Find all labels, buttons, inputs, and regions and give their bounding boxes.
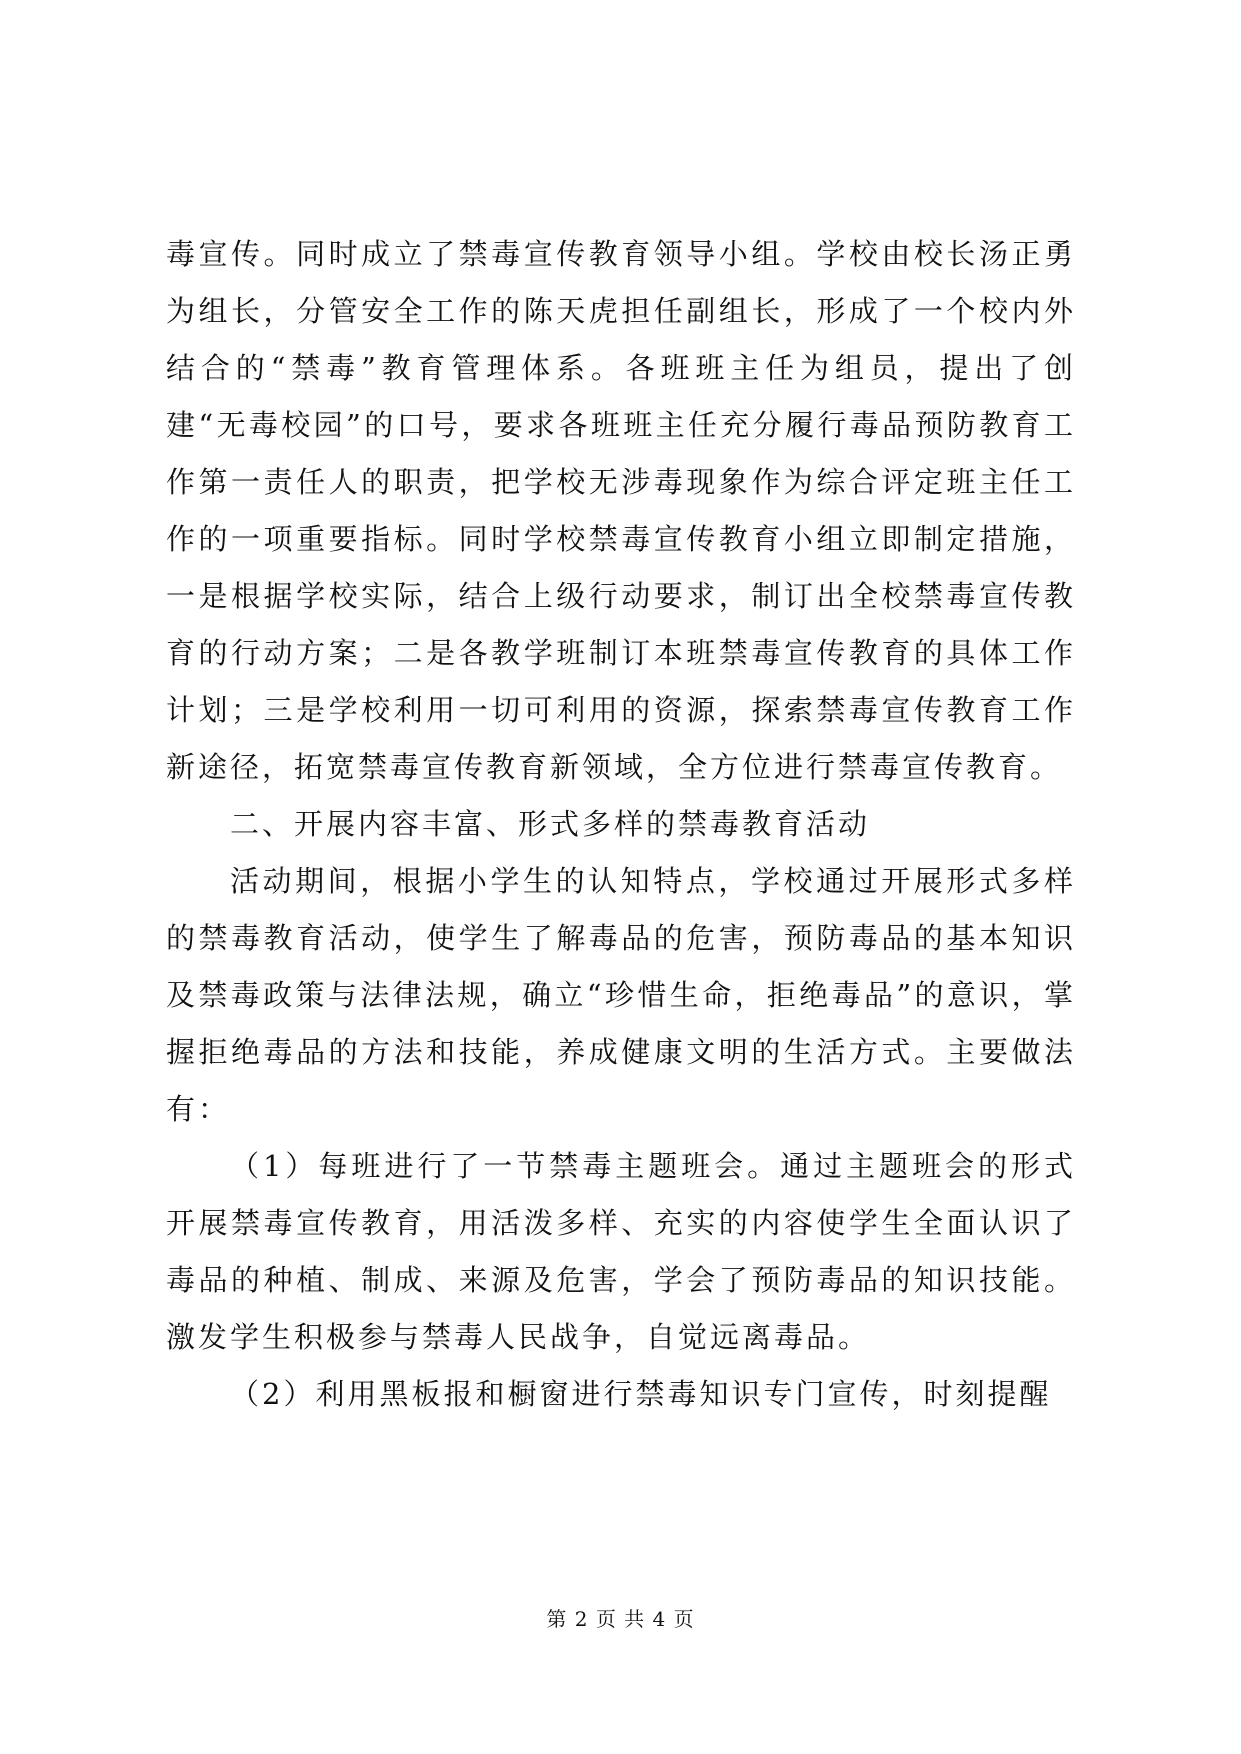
document-body [166,226,1076,1423]
section-heading-activities: 二、开展内容丰富、形式多样的禁毒教育活动 [230,807,871,841]
paragraph-item-2-blackboard: （2）利用黑板报和橱窗进行禁毒知识专门宣传，时刻提醒 [230,1377,1052,1411]
page-number-footer: 第 2 页 共 4 页 [546,1607,695,1631]
paragraph-leadership-group: 毒宣传。同时成立了禁毒宣传教育领导小组。学校由校长汤正勇为组长，分管安全工作的陈天虎担任副组长，形成了一个校内外结合的“禁毒”教育管理体系。各班班主任为组员，提出了创建“无毒校园”的口号，要求各班班主任充分履行毒品预防教育工作第一责任人的职责，把学校无涉毒现象作为综合评定班主任工作的一项重要指标。同时学校禁毒宣传教育小组立即制定措施，一是根据学校实际，结合上级行动要求，制订出全校禁毒宣传教育的行动方案；二是各教学班制订本班禁毒宣传教育的具体工作计划；三是学校利用一切可利用的资源，探索禁毒宣传教育工作新途径，拓宽禁毒宣传教育新领域，全方位进行禁毒宣传教育。 [166,237,1076,784]
paragraph-activities-intro: 活动期间，根据小学生的认知特点，学校通过开展形式多样的禁毒教育活动，使学生了解毒品的危害，预防毒品的基本知识及禁毒政策与法律法规，确立“珍惜生命，拒绝毒品”的意识，掌握拒绝毒品的方法和技能，养成健康文明的生活方式。主要做法有： [166,864,1076,1126]
paragraph-item-1-class-meeting: （1）每班进行了一节禁毒主题班会。通过主题班会的形式开展禁毒宣传教育，用活泼多样、充实的内容使学生全面认识了毒品的种植、制成、来源及危害，学会了预防毒品的知识技能。激发学生积极参与禁毒人民战争，自觉远离毒品。 [166,1149,1076,1354]
